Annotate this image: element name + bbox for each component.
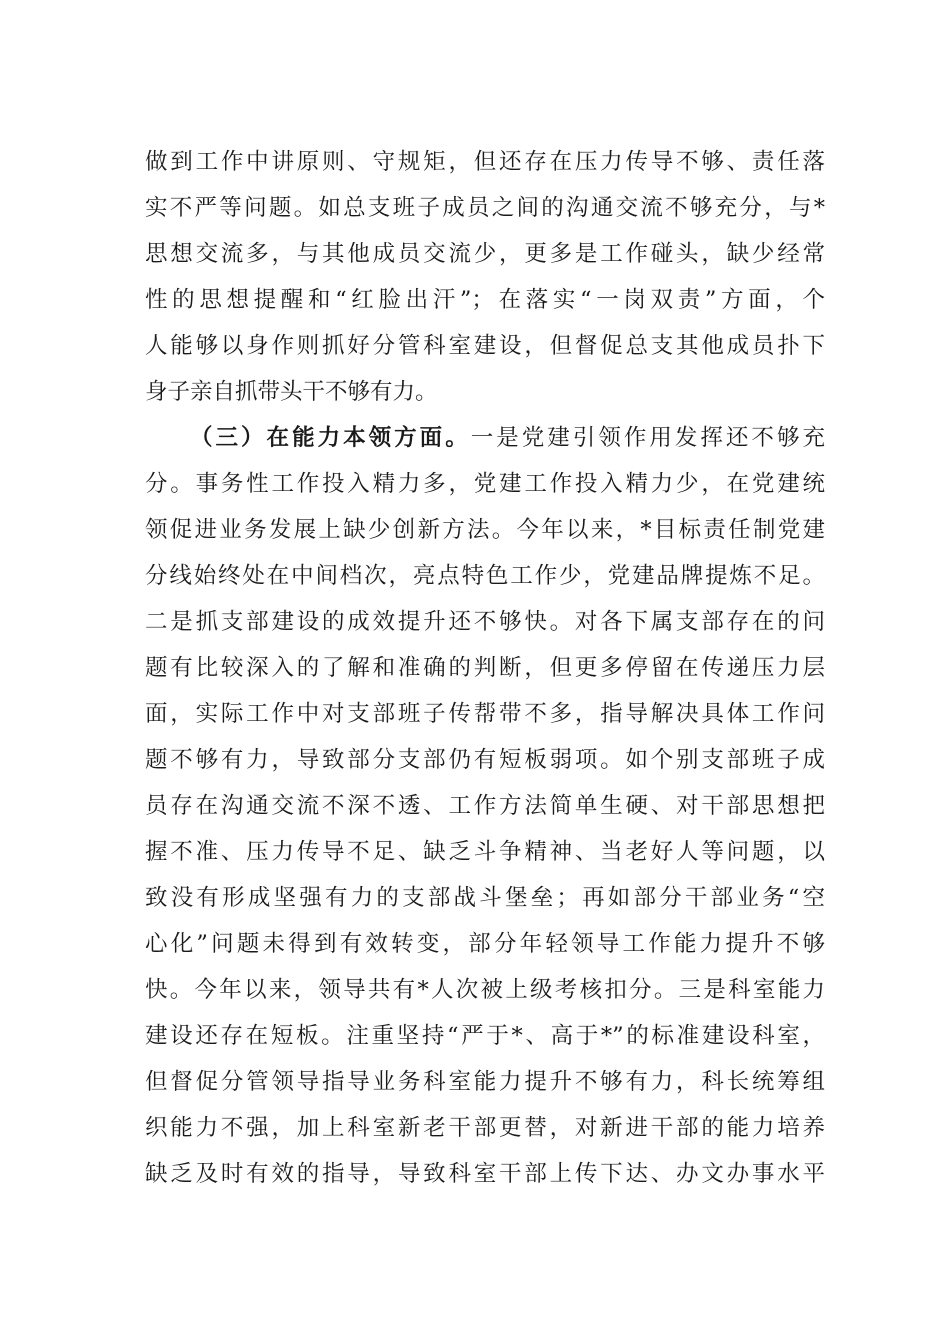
paragraph-2-line-5: 二是抓支部建设的成效提升还不够快。对各下属支部存在的问 (145, 609, 825, 635)
paragraph-2-line-10: 握不准、压力传导不足、缺乏斗争精神、当老好人等问题，以 (145, 839, 825, 865)
paragraph-2-line-12: 心化”问题未得到有效转变，部分年轻领导工作能力提升不够 (145, 931, 825, 957)
section-heading: （三）在能力本领方面。 (190, 425, 471, 451)
paragraph-1-line-4: 性的思想提醒和“红脸出汗”；在落实“一岗双责”方面，个 (145, 287, 825, 313)
paragraph-2-line-7: 面，实际工作中对支部班子传帮带不多，指导解决具体工作问 (145, 701, 825, 727)
paragraph-2-line-16: 织能力不强，加上科室新老干部更替，对新进干部的能力培养 (145, 1115, 825, 1141)
paragraph-2-first-line-text: 一是党建引领作用发挥还不够充 (470, 425, 825, 451)
paragraph-1-line-1: 做到工作中讲原则、守规矩，但还存在压力传导不够、责任落 (145, 149, 825, 175)
paragraph-2-line-11: 致没有形成坚强有力的支部战斗堡垒；再如部分干部业务“空 (145, 885, 825, 911)
paragraph-1-line-5: 人能够以身作则抓好分管科室建设，但督促总支其他成员扑下 (145, 333, 825, 359)
paragraph-2-line-15: 但督促分管领导指导业务科室能力提升不够有力，科长统筹组 (145, 1069, 825, 1095)
paragraph-1-line-2: 实不严等问题。如总支班子成员之间的沟通交流不够充分，与* (145, 195, 825, 221)
paragraph-2-line-13: 快。今年以来，领导共有*人次被上级考核扣分。三是科室能力 (145, 977, 825, 1003)
paragraph-2-line-4: 分线始终处在中间档次，亮点特色工作少，党建品牌提炼不足。 (145, 563, 825, 589)
paragraph-2-line-9: 员存在沟通交流不深不透、工作方法简单生硬、对干部思想把 (145, 793, 825, 819)
paragraph-2-line-2: 分。事务性工作投入精力多，党建工作投入精力少，在党建统 (145, 471, 825, 497)
paragraph-2-line-14: 建设还存在短板。注重坚持“严于*、高于*”的标准建设科室， (145, 1023, 825, 1049)
paragraph-2-line-3: 领促进业务发展上缺少创新方法。今年以来，*目标责任制党建 (145, 517, 825, 543)
paragraph-1-line-6: 身子亲自抓带头干不够有力。 (145, 379, 438, 405)
paragraph-2-line-8: 题不够有力，导致部分支部仍有短板弱项。如个别支部班子成 (145, 747, 825, 773)
paragraph-2-first-line (190, 420, 825, 456)
paragraph-2-line-17: 缺乏及时有效的指导，导致科室干部上传下达、办文办事水平 (145, 1161, 825, 1187)
paragraph-1-line-3: 思想交流多，与其他成员交流少，更多是工作碰头，缺少经常 (145, 241, 825, 267)
paragraph-2-line-6: 题有比较深入的了解和准确的判断，但更多停留在传递压力层 (145, 655, 825, 681)
